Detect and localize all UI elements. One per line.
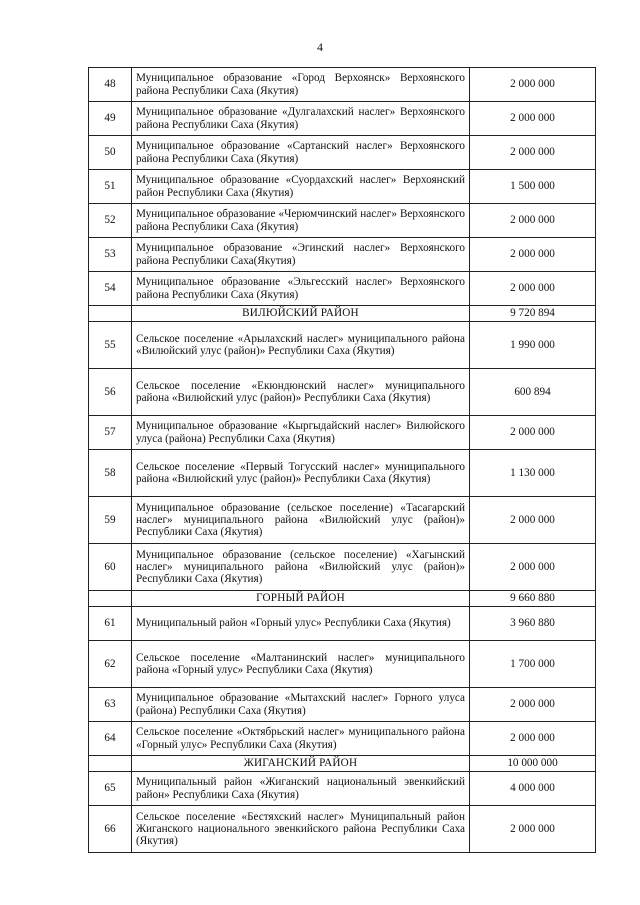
municipality-name: Муниципальное образование «Черюмчинский наслег» Верхоянского района Республики Саха (Якутия) (132, 204, 470, 238)
amount: 1 500 000 (470, 170, 596, 204)
amount: 2 000 000 (470, 497, 596, 544)
municipality-name: Сельское поселение «Первый Тогусский наслег» муниципального района «Вилюйский улус (район)» Республики Саха (Якутия) (132, 450, 470, 497)
section-title: ГОРНЫЙ РАЙОН (132, 591, 470, 607)
municipality-name: Муниципальное образование «Город Верхоянск» Верхоянского района Республики Саха (Якутия) (132, 68, 470, 102)
amount: 2 000 000 (470, 688, 596, 722)
table-row (89, 322, 596, 369)
table-row (89, 416, 596, 450)
section-total: 9 720 894 (470, 306, 596, 322)
table-row (89, 102, 596, 136)
row-number: 64 (89, 722, 132, 756)
municipality-name: Муниципальный район «Жиганский национальный эвенкийский район» Республики Саха (Якутия) (132, 772, 470, 806)
municipality-name: Муниципальное образование «Эльгесский наслег» Верхоянского района Республики Саха (Якутия) (132, 272, 470, 306)
row-number: 57 (89, 416, 132, 450)
row-number: 49 (89, 102, 132, 136)
section-total: 10 000 000 (470, 756, 596, 772)
row-number (89, 756, 132, 772)
row-number: 63 (89, 688, 132, 722)
table-row (89, 204, 596, 238)
municipality-name: Сельское поселение «Бестяхский наслег» Муниципальный район Жиганского национального эвенкийского района Республики Саха (Якутия) (132, 806, 470, 853)
table-row (89, 544, 596, 591)
row-number (89, 306, 132, 322)
section-title: ЖИГАНСКИЙ РАЙОН (132, 756, 470, 772)
amount: 2 000 000 (470, 204, 596, 238)
municipality-name: Муниципальное образование «Кыргыдайский наслег» Вилюйского улуса (района) Республики Саха (Якутия) (132, 416, 470, 450)
row-number: 55 (89, 322, 132, 369)
amount: 2 000 000 (470, 544, 596, 591)
row-number: 60 (89, 544, 132, 591)
row-number: 66 (89, 806, 132, 853)
page-number: 4 (317, 40, 323, 54)
row-number: 50 (89, 136, 132, 170)
table-row (89, 497, 596, 544)
section-row (89, 591, 596, 607)
amount: 2 000 000 (470, 238, 596, 272)
table-row (89, 772, 596, 806)
amount: 2 000 000 (470, 416, 596, 450)
table-row (89, 450, 596, 497)
municipality-name: Муниципальное образование (сельское поселение) «Хагынский наслег» муниципального района «Вилюйский улус (район)» Республики Саха (Якутия) (132, 544, 470, 591)
amount: 1 990 000 (470, 322, 596, 369)
amount: 1 130 000 (470, 450, 596, 497)
municipality-name: Муниципальное образование «Суордахский наслег» Верхоянский район Республики Саха (Якутия) (132, 170, 470, 204)
municipality-name: Муниципальное образование «Мытахский наслег» Горного улуса (района) Республики Саха (Якутия) (132, 688, 470, 722)
amount: 2 000 000 (470, 272, 596, 306)
row-number: 51 (89, 170, 132, 204)
amount: 3 960 880 (470, 607, 596, 641)
table-row (89, 722, 596, 756)
table-row (89, 641, 596, 688)
table-row (89, 688, 596, 722)
amount: 2 000 000 (470, 806, 596, 853)
amount: 2 000 000 (470, 102, 596, 136)
amount: 2 000 000 (470, 68, 596, 102)
row-number: 58 (89, 450, 132, 497)
section-row (89, 756, 596, 772)
table-row (89, 607, 596, 641)
municipality-name: Сельское поселение «Екюндюнский наслег» муниципального района «Вилюйский улус (район)» Республики Саха (Якутия) (132, 369, 470, 416)
municipality-name: Муниципальное образование «Дулгалахский наслег» Верхоянского района Республики Саха (Якутия) (132, 102, 470, 136)
section-row (89, 306, 596, 322)
table-row (89, 806, 596, 853)
municipality-name: Сельское поселение «Октябрьский наслег» муниципального района «Горный улус» Республики Саха (Якутия) (132, 722, 470, 756)
amount: 2 000 000 (470, 722, 596, 756)
table-row (89, 238, 596, 272)
amount: 1 700 000 (470, 641, 596, 688)
municipality-name: Сельское поселение «Малтанинский наслег» муниципального района «Горный улус» Республики Саха (Якутия) (132, 641, 470, 688)
amount: 600 894 (470, 369, 596, 416)
section-total: 9 660 880 (470, 591, 596, 607)
table-row (89, 136, 596, 170)
municipality-name: Сельское поселение «Арылахский наслег» муниципального района «Вилюйский улус (район)» Республики Саха (Якутия) (132, 322, 470, 369)
municipality-name: Муниципальное образование «Сартанский наслег» Верхоянского района Республики Саха (Якутия) (132, 136, 470, 170)
municipality-name: Муниципальный район «Горный улус» Республики Саха (Якутия) (132, 607, 470, 641)
row-number: 62 (89, 641, 132, 688)
row-number: 52 (89, 204, 132, 238)
table-row (89, 170, 596, 204)
table-row (89, 272, 596, 306)
amount: 2 000 000 (470, 136, 596, 170)
allocation-table (88, 67, 596, 853)
table-row (89, 369, 596, 416)
amount: 4 000 000 (470, 772, 596, 806)
municipality-name: Муниципальное образование (сельское поселение) «Тасагарский наслег» муниципального района «Вилюйский улус (район)» Республики Саха (Якутия) (132, 497, 470, 544)
row-number: 54 (89, 272, 132, 306)
row-number: 56 (89, 369, 132, 416)
row-number (89, 591, 132, 607)
section-title: ВИЛЮЙСКИЙ РАЙОН (132, 306, 470, 322)
row-number: 48 (89, 68, 132, 102)
row-number: 61 (89, 607, 132, 641)
row-number: 53 (89, 238, 132, 272)
row-number: 65 (89, 772, 132, 806)
row-number: 59 (89, 497, 132, 544)
table-row (89, 68, 596, 102)
municipality-name: Муниципальное образование «Эгинский наслег» Верхоянского района Республики Саха(Якутия) (132, 238, 470, 272)
